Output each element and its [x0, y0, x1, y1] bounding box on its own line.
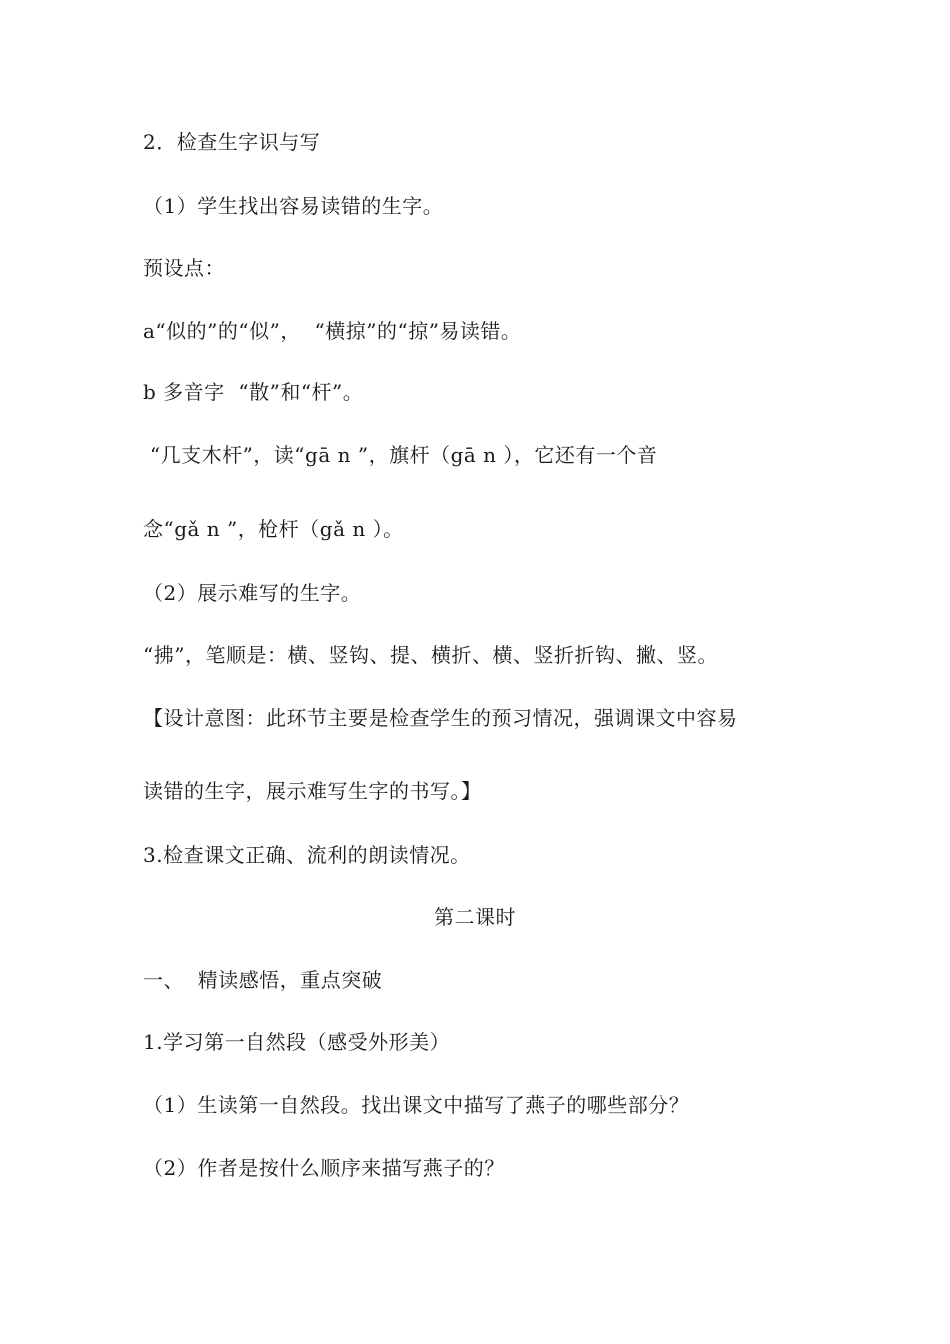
design-intent-note: 【设计意图：此环节主要是检查学生的预习情况，强调课文中容易: [143, 706, 738, 730]
paragraph-line: （1）生读第一自然段。找出课文中描写了燕子的哪些部分？: [143, 1093, 690, 1117]
paragraph-line: 预设点：: [143, 256, 225, 280]
section-heading-paragraph-one: 1.学习第一自然段（感受外形美）: [143, 1030, 451, 1054]
lesson-title: 第二课时: [434, 905, 516, 929]
section-heading-intensive-reading: 一、 精读感悟，重点突破: [143, 968, 383, 992]
paragraph-line: （1）学生找出容易读错的生字。: [143, 194, 444, 218]
paragraph-line: 念“gǎ n ”，枪杆（gǎ n ）。: [143, 517, 404, 541]
design-intent-note: 读错的生字，展示难写生字的书写。】: [143, 779, 482, 803]
paragraph-line: b 多音字 “散”和“杆”。: [143, 380, 364, 404]
paragraph-line: a“似的”的“似”， “横掠”的“掠”易读错。: [143, 319, 522, 343]
paragraph-line: （2）展示难写的生字。: [143, 581, 362, 605]
section-heading-reading-check: 3.检查课文正确、流利的朗读情况。: [143, 843, 471, 867]
section-heading-check-characters: 2．检查生字识与写: [143, 130, 321, 154]
paragraph-line: “几支木杆”，读“gā n ”，旗杆（gā n ），它还有一个音: [143, 443, 658, 467]
paragraph-line: “拂”，笔顺是：横、竖钩、提、横折、横、竖折折钩、撇、竖。: [143, 643, 718, 667]
paragraph-line: （2）作者是按什么顺序来描写燕子的？: [143, 1156, 505, 1180]
